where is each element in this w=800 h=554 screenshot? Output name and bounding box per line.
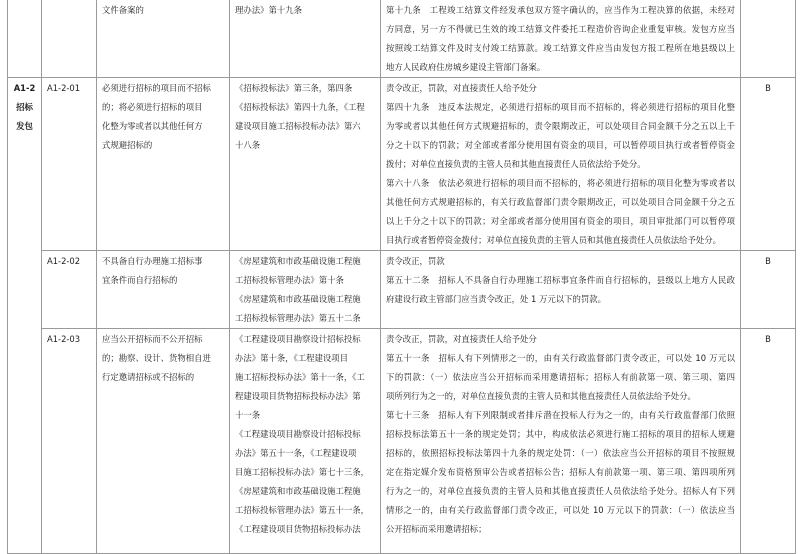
- violation-cell: [97, 251, 230, 329]
- text-line: 第十九条 工程竣工结算文件经发承包双方签字确认的，应当作为工程决算的依据，未经对: [386, 5, 735, 15]
- text-line: 工招标投标管理办法》第十条: [235, 275, 344, 285]
- violation-cell: [97, 0, 230, 78]
- text-line: 按照竣工结算文件及时支付竣工结算款。竣工结算文件应当由发包方报工程所在地县级以上: [386, 43, 735, 53]
- table-row: [8, 251, 796, 329]
- level-cell-empty: [741, 0, 796, 78]
- text-line: 《招标投标法》第四十九条，《工程: [235, 102, 365, 112]
- text-line: 建设项目施工招标投标办法》第六: [235, 121, 361, 131]
- text-line: 《工程建设项目勘察设计招标投标: [235, 429, 361, 439]
- code-cell-empty: [42, 0, 97, 78]
- text-line: 定在指定媒介发布资格预审公告或者招标公告；招标人有前款第一项、第三项、第四项所列: [386, 467, 735, 477]
- text-line: 程建设项目货物招标投标办法》第: [235, 391, 361, 401]
- text-line: 拨付；对单位直接负责的主管人员和其他直接责任人员依法给予处分。: [386, 159, 646, 169]
- text-line: 行定邀请招标或不招标的: [102, 372, 195, 382]
- text-line: 施工招标投标办法》第十一条，《工: [235, 372, 365, 382]
- text-line: 公开招标而采用邀请招标；: [386, 524, 487, 534]
- level-cell: B: [741, 251, 796, 329]
- item-code: A1-2-03: [42, 329, 97, 554]
- text-line: 不具备自行办理施工招标事: [102, 256, 203, 266]
- text-line: 第七十三条 招标人有下列限制或者排斥潜在投标人行为之一的，由有关行政监督部门依照: [386, 410, 735, 420]
- table-row: [8, 329, 796, 554]
- violation-cell: [97, 78, 230, 251]
- violation-text: 文件备案的: [102, 5, 144, 15]
- text-line: 《招标投标法》第三条，第四条: [235, 83, 353, 93]
- text-line: 项所列行为之一的，对单位直接负责的主管人员和其他直接责任人员依法给予处分。: [386, 391, 696, 401]
- text-line: 应当公开招标而不公开招标: [102, 334, 203, 344]
- text-line: 必须进行招标的项目而不招标: [102, 83, 211, 93]
- text-line: 式规避招标的: [102, 140, 153, 150]
- category-name-line2: 发包: [16, 121, 33, 131]
- text-line: 下的罚款：（一）依法应当公开招标而采用邀请招标；招标人有前款第一项、第三项、第四: [386, 372, 735, 382]
- text-line: 行为之一的，对单位直接负责的主管人员和其他直接责任人员依法给予处分。招标人有下列: [386, 486, 735, 496]
- basis-cell: [230, 329, 381, 554]
- text-line: 招标的，依照招标投标法第四十九条的规定处罚：（一）依法应当公开招标的项目不按照规: [386, 448, 735, 458]
- level-cell: B: [741, 78, 796, 251]
- text-line: 为零或者以其他任何方式规避招标的，责令限期改正，可以处项目合同金额千分之五以上千: [386, 121, 735, 131]
- text-line: 目执行或者暂停资金拨付；对单位直接负责的主管人员和其他直接责任人员依法给予处分。: [386, 235, 721, 245]
- text-line: 的；将必须进行招标的项目: [102, 102, 203, 112]
- category-cell-empty: [8, 0, 42, 78]
- text-line: 第五十二条 招标人不具备自行办理施工招标事宜条件而自行招标的，县级以上地方人民政: [386, 275, 735, 285]
- text-line: 地方人民政府住房城乡建设主管部门备案。: [386, 62, 546, 72]
- basis-cell: [230, 0, 381, 78]
- text-line: 以上千分之十以下的罚款；对全部或者部分使用国有资金的项目，项目审批部门可以暂停项: [386, 216, 735, 226]
- item-code: A1-2-02: [42, 251, 97, 329]
- penalty-cell: [381, 251, 741, 329]
- text-line: 工招标投标管理办法》第五十二条: [235, 313, 361, 323]
- category-cell: [8, 78, 42, 554]
- text-line: 办法》第五十一条，《工程建设项: [235, 448, 357, 458]
- text-line: 办法》第十条，《工程建设项目: [235, 353, 349, 363]
- text-line: 分之十以下的罚款；对全部或者部分使用国有资金的项目，可以暂停项目执行或者暂停资金: [386, 140, 735, 150]
- text-line: 情形之一的，由有关行政监督部门责令改正，可以处 10 万元以下的罚款：（一）依法应当: [386, 505, 735, 515]
- text-line: 第六十八条 依法必须进行招标的项目而不招标的，将必须进行招标的项目化整为零或者以: [386, 178, 735, 188]
- text-line: 责令改正，罚款，对直接责任人给予处分: [386, 334, 537, 344]
- text-line: 第四十九条 违反本法规定，必须进行招标的项目而不招标的，将必须进行招标的项目化整: [386, 102, 735, 112]
- text-line: 《工程建设项目货物招标投标办法: [235, 524, 361, 534]
- text-line: 招标投标法第五十一条的规定处罚；其中，构成依法必须进行施工招标的项目的招标人规避: [386, 429, 735, 439]
- penalty-cell: [381, 329, 741, 554]
- penalty-cell: [381, 78, 741, 251]
- text-line: 理办法》第十九条: [235, 5, 302, 15]
- text-line: 第五十一条 招标人有下列情形之一的，由有关行政监督部门责令改正，可以处 10 万元以: [386, 353, 735, 363]
- level-cell: B: [741, 329, 796, 554]
- category-code: A1-2: [13, 83, 36, 93]
- text-line: 其他任何方式规避招标的，有关行政监督部门责令限期改正，可以处项目合同金额千分之五: [386, 197, 735, 207]
- penalty-cell: [381, 0, 741, 78]
- text-line: 的；勘察、设计、货物相自进: [102, 353, 211, 363]
- text-line: 目施工招标投标办法》第七十三条，: [235, 467, 369, 477]
- violation-cell: [97, 329, 230, 554]
- item-code: A1-2-01: [42, 78, 97, 251]
- text-line: 化整为零或者以其他任何方: [102, 121, 203, 131]
- basis-cell: [230, 78, 381, 251]
- basis-cell: [230, 251, 381, 329]
- text-line: 《房屋建筑和市政基础设施工程施: [235, 256, 361, 266]
- text-line: 责令改正，罚款: [386, 256, 445, 266]
- text-line: 《工程建设项目勘察设计招标投标: [235, 334, 361, 344]
- text-line: 《房屋建筑和市政基础设施工程施: [235, 294, 361, 304]
- text-line: 府建设行政主管部门应当责令改正，处 1 万元以下的罚款。: [386, 294, 607, 304]
- regulation-table: [7, 0, 796, 554]
- text-line: 十八条: [235, 140, 261, 150]
- text-line: 《房屋建筑和市政基础设施工程施: [235, 486, 361, 496]
- text-line: 宜条件而自行招标的: [102, 275, 178, 285]
- text-line: 工招标投标管理办法》第五十一条，: [235, 505, 369, 515]
- text-line: 责令改正，罚款，对直接责任人给予处分: [386, 83, 537, 93]
- table-row: [8, 78, 796, 251]
- text-line: 方同意，另一方不得就已生效的竣工结算文件委托工程造价咨询企业重复审核。发包方应当: [386, 24, 735, 34]
- text-line: 十一条: [235, 410, 261, 420]
- category-name-line1: 招标: [16, 102, 33, 112]
- table-row: [8, 0, 796, 78]
